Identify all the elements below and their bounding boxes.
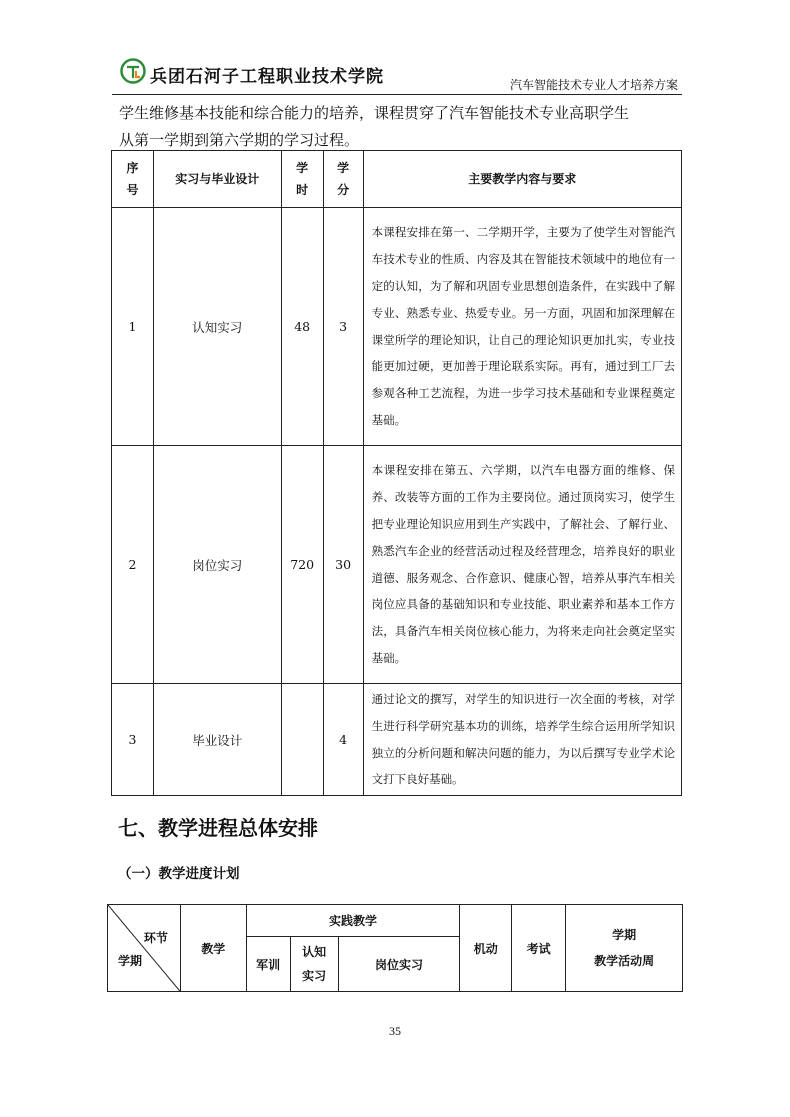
- row-name: 毕业设计: [153, 684, 281, 796]
- teaching-cell: 教学: [180, 905, 246, 992]
- header-hours: 学 时: [281, 151, 323, 208]
- practice-cell: 实践教学: [246, 905, 460, 937]
- table-header-row: [112, 151, 682, 208]
- flexible-cell: 机动: [460, 905, 512, 992]
- section-title: 七、教学进程总体安排: [118, 816, 318, 840]
- activity-cell: 学期 教学活动周: [566, 905, 683, 992]
- page-number: 35: [389, 1024, 401, 1038]
- row-hours: 48: [281, 208, 323, 446]
- internship-table: [111, 150, 682, 796]
- header-credits: 学 分: [323, 151, 363, 208]
- schedule-header-row: [108, 905, 683, 937]
- corner-bottom-label: 学期: [118, 954, 143, 968]
- row-content: 通过论文的撰写，对学生的知识进行一次全面的考核，对学生进行科学研究基本功的训练，培养学生综合运用所学知识独立的分析问题和解决问题的能力，为以后撰写专业学术论文打下良好基础。: [363, 684, 681, 796]
- exam-cell: 考试: [512, 905, 566, 992]
- row-credits: 4: [323, 684, 363, 796]
- corner-cell: [108, 905, 181, 992]
- table-row: [112, 208, 682, 446]
- intro-paragraph: [119, 100, 679, 154]
- document-title: 汽车智能技术专业人才培养方案: [509, 78, 678, 92]
- row-no: 3: [112, 684, 154, 796]
- post-cell: 岗位实习: [338, 937, 460, 992]
- header-name: 实习与毕业设计: [153, 151, 281, 208]
- header-no: 序 号: [112, 151, 154, 208]
- school-logo-icon: [120, 58, 146, 84]
- header-content: 主要教学内容与要求: [363, 151, 681, 208]
- row-name: 认知实习: [153, 208, 281, 446]
- row-credits: 30: [323, 446, 363, 684]
- table-row: [112, 446, 682, 684]
- row-no: 2: [112, 446, 154, 684]
- diagonal-line: [108, 905, 180, 991]
- page-header: [112, 54, 682, 95]
- intro-line: 学生维修基本技能和综合能力的培养，课程贯穿了汽车智能技术专业高职学生: [119, 104, 630, 122]
- row-credits: 3: [323, 208, 363, 446]
- row-content: 本课程安排在第五、六学期，以汽车电器方面的维修、保养、改装等方面的工作为主要岗位。通过顶岗实习，使学生把专业理论知识应用到生产实践中，了解社会、了解行业、熟悉汽车企业的经营活动过程及经营理念，培养良好的职业道德、服务观念、合作意识、健康心智，培养从事汽车相关岗位应具备的基础知识和专业技能、职业素养和基本工作方法，具备汽车相关岗位核心能力，为将来走向社会奠定坚实基础。: [363, 446, 681, 684]
- row-hours: 720: [281, 446, 323, 684]
- row-hours: [281, 684, 323, 796]
- cognitive-cell: 认知 实习: [290, 937, 338, 992]
- schedule-table: [107, 904, 683, 992]
- military-cell: 军训: [246, 937, 290, 992]
- school-name: 兵团石河子工程职业技术学院: [150, 67, 384, 87]
- subsection-title: （一）教学进度计划: [118, 866, 240, 882]
- row-content: 本课程安排在第一、二学期开学，主要为了使学生对智能汽车技术专业的性质、内容及其在智能技术领域中的地位有一定的认知，为了解和巩固专业思想创造条件，在实践中了解专业、熟悉专业、热爱专业。另一方面，巩固和加深理解在课堂所学的理论知识，让自己的理论知识更加扎实，专业技能更加过硬，更加善于理论联系实际。再有，通过到工厂去参观各种工艺流程，为进一步学习技术基础和专业课程奠定基础。: [363, 208, 681, 446]
- row-no: 1: [112, 208, 154, 446]
- table-row: [112, 684, 682, 796]
- intro-line: 从第一学期到第六学期的学习过程。: [119, 131, 360, 149]
- corner-top-label: 环节: [143, 931, 168, 945]
- row-name: 岗位实习: [153, 446, 281, 684]
